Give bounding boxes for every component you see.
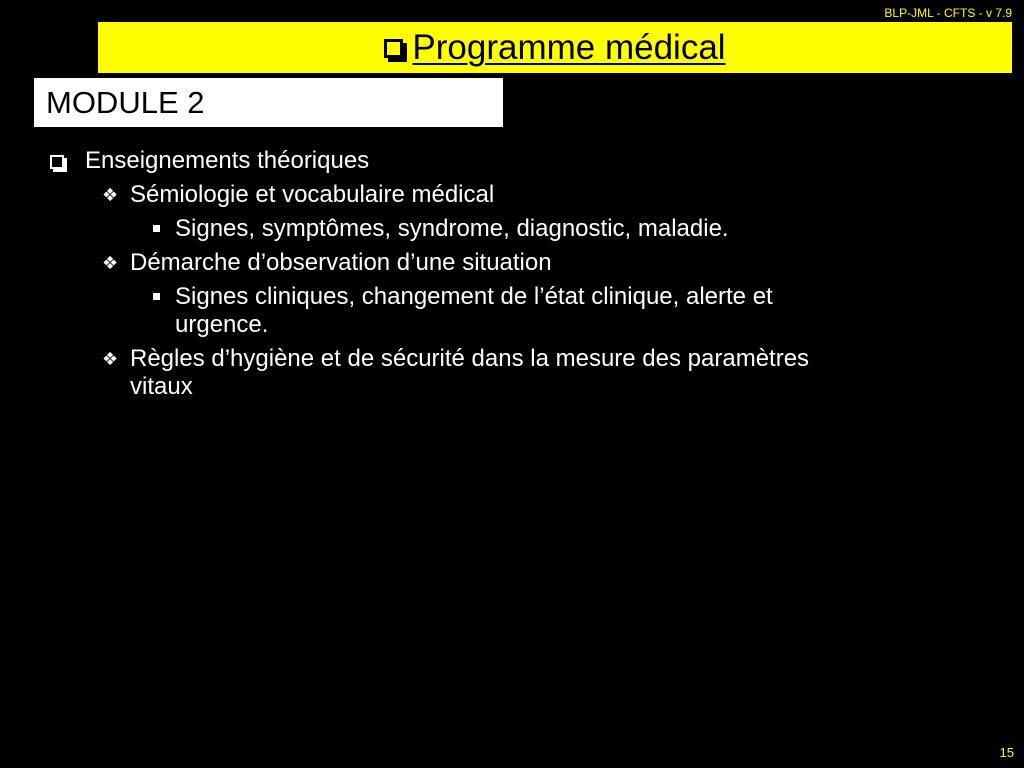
list-item [102,345,810,401]
list-item-text: Sémiologie et vocabulaire médical [130,181,495,208]
list-item-text-line: vitaux [130,373,193,400]
hollow-square-bullet-icon [50,155,64,169]
list-item-text: Enseignements théoriques [85,147,370,174]
list-item [175,215,729,243]
list-item [85,147,369,175]
page-title[interactable]: Programme médical [412,27,726,67]
title-bar [98,22,1012,73]
list-item-text-line: Règles d’hygiène et de sécurité dans la mesure des paramètres [130,345,810,372]
list-item [102,249,552,277]
hollow-square-bullet-icon [384,39,403,58]
page-number: 15 [999,745,1014,760]
list-item-text: Démarche d’observation d’une situation [130,249,552,276]
solid-square-bullet-icon [153,293,160,300]
list-item-text-line: Signes cliniques, changement de l’état clinique, alerte et [175,283,773,310]
version-label: BLP-JML - CFTS - v 7.9 [884,6,1012,20]
list-item-text-line: urgence. [175,311,269,338]
four-diamond-bullet-icon: ❖ [102,349,119,369]
module-label: MODULE 2 [34,78,503,127]
solid-square-bullet-icon [153,225,160,232]
four-diamond-bullet-icon: ❖ [102,253,119,273]
list-item [175,283,773,339]
four-diamond-bullet-icon: ❖ [102,185,119,205]
list-item [102,181,495,209]
list-item-text: Signes, symptômes, syndrome, diagnostic, maladie. [175,215,729,242]
